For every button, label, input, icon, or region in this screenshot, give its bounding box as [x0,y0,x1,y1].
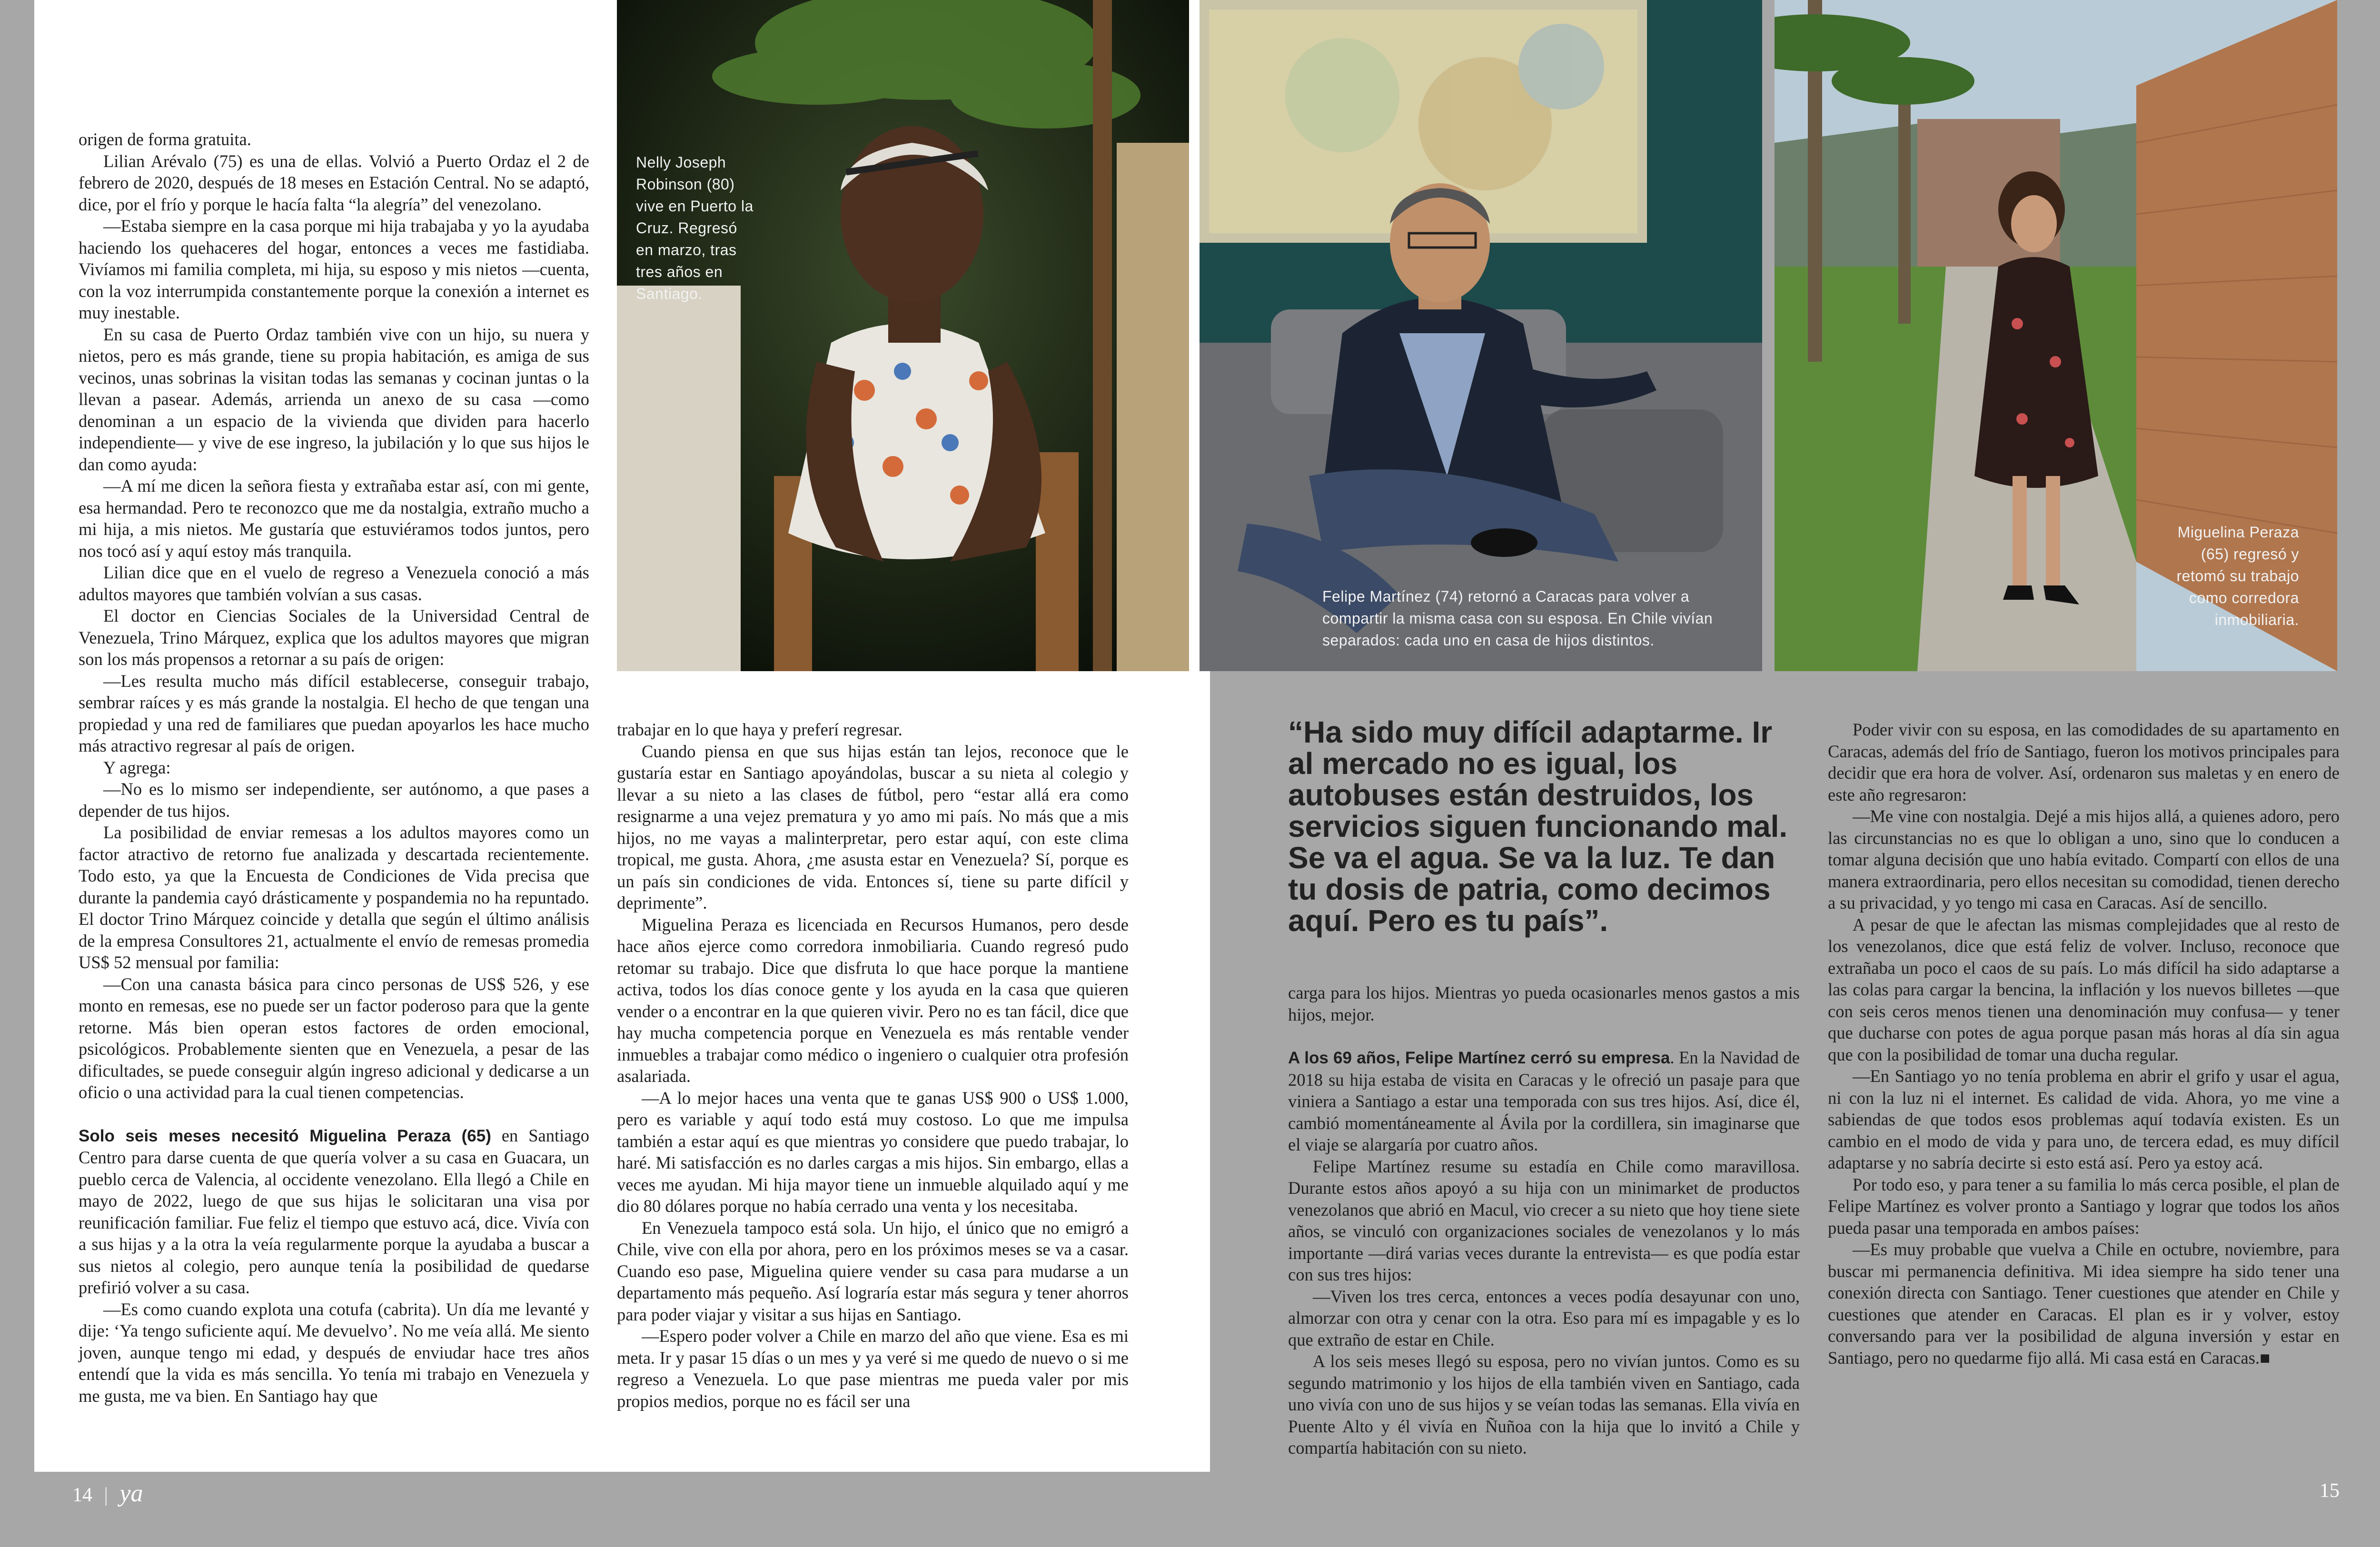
paragraph-text: en Santiago Centro para darse cuenta de que quería volver a su casa en Guacara, un pueblo cerca de Valencia, al occidente venezolano. Ella llegó a Chile en mayo de 2022, luego de que sus hijas le solicitaran una visa por reunificación familiar. Fue feliz el tiempo que estuvo acá, dice. Vivía con a sus hijas y a la otra la veía regularmente porque la ayudaba a buscar a sus nietos al colegio, pero aunque tenía la posibilidad de quedarse prefirió volver a su casa. [79,1125,589,1297]
paragraph: —Estaba siempre en la casa porque mi hija trabajaba y yo la ayudaba haciendo los quehaceres del hogar, entonces a veces me fastidiaba. Vivíamos mi familia completa, mi hija, su esposo y mis nietos —cuenta, con la voz interrumpida constantemente porque la conexión a internet es muy inestable. [79,216,589,322]
paragraph: —No es lo mismo ser independiente, ser autónomo, a que pases a depender de tus hijos. [79,779,589,821]
paragraph: —Viven los tres cerca, entonces a veces podía desayunar con uno, almorzar con otra y cenar con la otra. Eso para mí es impagable y es lo que extraño de estar en Chile. [1288,1286,1800,1349]
section-lead-miguelina: Solo seis meses necesitó Miguelina Peraza (65) [79,1126,491,1145]
section-paragraph-miguelina [79,1125,589,1299]
paragraph: —Es como cuando explota una cotufa (cabrita). Un día me levanté y dije: ‘Ya tengo suficiente aquí. Me devuelvo’. No me veía allá. Me siento joven, aunque tengo mi edad, y después de enviudar hace tres años entendí que la vida es más sencilla. Yo tenía mi trabajo en Venezuela y me gusta, me va bien. En Santiago hay que [79,1299,589,1406]
paragraph: —Me vine con nostalgia. Dejé a mis hijos allá, a quienes adoro, pero las circunstancias no es que lo obligan a uno, sino que lo conducen a tomar alguna decisión que uno había evitado. Compartí con ellos de una manera extraordinaria, pero ellos necesitan su comodidad, tienen derecho a su privacidad, y yo tengo mi casa en Caracas. Así de sencillo. [1828,806,2340,912]
paragraph: En Venezuela tampoco está sola. Un hijo, el único que no emigró a Chile, vive con ella por ahora, pero en los próximos meses se va a casar. Cuando eso pase, Miguelina quiere vender su casa para mudarse a un departamento más pequeño. Así lograría estar más segura y tener ahorros para poder viajar y visitar a sus hijas en Santiago. [617,1218,1129,1324]
page-number-right: 15 [2320,1480,2340,1502]
photo-felipe-martinez [1200,0,1762,671]
paragraph: En su casa de Puerto Ordaz también vive con un hijo, su nuera y nietos, pero es más grande, tiene su propia habitación, es amiga de sus vecinos, unas sobrinas la visitan todas las semanas y cocinan juntas o la llevan a pasear. Además, arrienda un anexo de su casa —como denominan a un espacio de la vivienda que dividen para hacerlo independiente— y vive de ese ingreso, la jubilación y lo que sus hijos le dan como ayuda: [79,324,589,474]
paragraph: —Les resulta mucho más difícil establecerse, conseguir trabajo, sembrar raíces y es más grande la nostalgia. El hecho de que tengan una propiedad y una red de familiares que puedan apoyarlos les hace mucho más atractivo regresar al país de origen. [79,671,589,755]
section-paragraph-felipe [1288,1047,1800,1156]
paragraph: Miguelina Peraza es licenciada en Recursos Humanos, pero desde hace años ejerce como corredora inmobiliaria. Cuando regresó pudo retomar su trabajo. Dice que disfruta lo que hace porque la mantiene activa, todos los días conoce gente y los ayuda en la casa que quieren vender o a encontrar en la que quieren vivir. Pero no es tan fácil, dice que hay mucha competencia porque en Venezuela es más rentable vender inmuebles a trabajar como médico o ingeniero o cualquier otra profesión asalariada. [617,914,1129,1086]
caption-nelly: Nelly Joseph Robinson (80) vive en Puerto la Cruz. Regresó en marzo, tras tres años en Santiago. [636,154,754,302]
paragraph: —Con una canasta básica para cinco personas de US$ 526, y ese monto en remesas, ese no puede ser un factor poderoso para que la gente retorne. Más bien operan estos factores de orden emocional, psicológicos. Probablemente sienten que en Venezuela, a pesar de las dificultades, se puede conseguir algún ingreso adicional y dedicarse a un oficio o una actividad para la cual tienen competencias. [79,974,589,1102]
paragraph: —Espero poder volver a Chile en marzo del año que viene. Esa es mi meta. Ir y pasar 15 días o un mes y ya veré si me quedo de nuevo o si me regreso a Venezuela. Lo que pase mientras me pueda valer por mis propios medios, porque no es fácil ser una [617,1326,1129,1411]
photo-nelly-image [617,0,1189,671]
photo-miguelina-peraza [1775,0,2337,671]
paragraph: origen de forma gratuita. [79,129,251,149]
section-lead-felipe: A los 69 años, Felipe Martínez cerró su empresa [1288,1049,1670,1067]
paragraph: Cuando piensa en que sus hijas están tan lejos, reconoce que le gustaría estar en Santiago apoyándolas, buscar a su nieta al colegio y llevar a su nieto a las clases de fútbol, pero “estar allá era como resignarme a una vejez prematura y yo amo mi país. No más que a mis hijos, no me vayas a malinterpretar, pero estar aquí, con este clima tropical, me gusta. Ahora, ¿me asusta estar en Venezuela? Sí, porque es un país sin condiciones de vida. Entonces sí, tiene su parte difícil y deprimente”. [617,741,1129,912]
paragraph: A pesar de que le afectan las mismas complejidades que al resto de los venezolanos, dice que está feliz de volver. Incluso, reconoce que extrañaba un poco el caos de su país. Lo más difícil ha sido adaptarse a las colas para cargar la bencina, la inflación y los nuevos billetes —que con seis ceros menos tienen una denominación muy confusa— y tener que ducharse con potes de agua porque pasan más horas al día sin agua que con la posibilidad de tomar una ducha regular. [1828,914,2340,1064]
page-number-left: 14 | ya [72,1480,143,1507]
paragraph: La posibilidad de enviar remesas a los adultos mayores como un factor atractivo de retorno fue analizada y descartada recientemente. Todo esto, ya que la Encuesta de Condiciones de Vida precisa que durante la pandemia cayó drásticamente y pospandemia no ha repuntado. El doctor Trino Márquez coincide y detalla que según el último análisis de la empresa Consultores 21, actualmente el envío de remesas promedia US$ 52 mensual por familia: [79,823,589,972]
right-page-column-4 [1828,719,2340,1368]
paragraph: Lilian Arévalo (75) es una de ellas. Volvió a Puerto Ordaz el 2 de febrero de 2020, después de 18 meses en Estación Central. No se adaptó, dice, por el frío y porque le hacía falta “la alegría” del venezolano. [79,151,589,214]
magazine-logo: ya [119,1480,143,1507]
paragraph: —Es muy probable que vuelva a Chile en octubre, noviembre, para buscar mi permanencia definitiva. Mi idea siempre ha sido tener una conexión directa con Santiago. Tener cuestiones que atender en Chile y cuestiones que atender en Caracas. El plan es ir y volver, estoy conversando para ver la posibilidad de alguna inversión y estar en Santiago, pero no quedarme fijo allá. Mi casa está en Caracas.■ [1828,1240,2340,1368]
photo-nelly-joseph-robinson [617,0,1189,671]
paragraph: Lilian dice que en el vuelo de regreso a Venezuela conoció a más adultos mayores que también volvían a sus casas. [79,563,589,604]
pull-quote: “Ha sido muy difícil adaptarme. Ir al mercado no es igual, los autobuses están destruidos, los servicios siguen funcionando mal. Se va el agua. Se va la luz. Te dan tu dosis de patria, como decimos aquí. Pero es tu país”. [1288,715,1788,938]
caption-miguelina: Miguelina Peraza (65) regresó y retomó su trabajo como corredora inmobiliaria. [2176,524,2299,628]
paragraph: carga para los hijos. Mientras yo pueda ocasionarles menos gastos a mis hijos, mejor. [1288,983,1800,1024]
paragraph-text: . En la Navidad de 2018 su hija estaba de visita en Caracas y le ofreció un pasaje para que viniera a Santiago a estar una temporada con sus tres hijos. Así, dice él, cambió momentáneamente al Ávila por la cordillera, sin imaginarse que el viaje se alargaría por cuatro años. [1288,1048,1800,1154]
paragraph: A los seis meses llegó su esposa, pero no vivían juntos. Como es su segundo matrimonio y los hijos de ella también viven en Santiago, cada uno vivía con uno de sus hijos y se veían todas las semanas. Ella vivía en Puente Alto y él vivía en Ñuñoa con la hija que lo invitó a Chile y compartía habitación con su nieto. [1288,1351,1800,1458]
paragraph: Por todo eso, y para tener a su familia lo más cerca posible, el plan de Felipe Martínez es volver pronto a Santiago y lograr que todos los años pueda pasar una temporada en ambos países: [1828,1174,2340,1238]
left-page-column-1 [79,129,589,1407]
left-page-column-2 [617,719,1129,1412]
paragraph: Felipe Martínez resume su estadía en Chile como maravillosa. Durante estos años apoyó a su hija con un minimarket de productos venezolanos que abrió en Macul, vio crecer a su nieto que hoy tiene siete años, se vinculó con organizaciones sociales de venezolanos y lo más importante —dirá varias veces durante la entrevista— es que podía estar con sus tres hijos: [1288,1156,1800,1284]
photo-felipe-image [1200,0,1762,671]
paragraph: Y agrega: [103,757,171,777]
page-number: 14 [72,1484,92,1506]
paragraph: —En Santiago yo no tenía problema en abrir el grifo y usar el agua, ni con la luz ni el internet. Es calidad de vida. Ahora, yo me vine a sabiendas de que todos esos problemas aquí todavía existen. Es un cambio en el modo de vida y para uno, de tercera edad, es muy difícil adaptarse y no sabría decirte si esto está así. Pero ya estoy acá. [1828,1066,2340,1172]
paragraph: —A mí me dicen la señora fiesta y extrañaba estar así, con mi gente, esa hermandad. Pero te reconozco que me da nostalgia, extraño mucho a mi hija, a mis nietos. Me gustaría que estuviéramos todos juntos, pero nos tocó así y aquí estoy más tranquila. [79,476,589,561]
paragraph: Poder vivir con su esposa, en las comodidades de su apartamento en Caracas, además del frío de Santiago, fueron los motivos principales para decidir que era hora de volver. Así, ordenaron sus maletas y en enero de este año regresaron: [1828,720,2340,804]
paragraph: El doctor en Ciencias Sociales de la Universidad Central de Venezuela, Trino Márquez, explica que los adultos mayores que migran son los más propensos a retornar a su país de origen: [79,606,589,669]
right-page-column-3 [1288,982,1800,1459]
paragraph: trabajar en lo que haya y preferí regresar. [617,720,902,739]
paragraph: —A lo mejor haces una venta que te ganas US$ 900 o US$ 1.000, pero es variable y aquí todo está muy costoso. Lo que me impulsa también a estar aquí es que mientras yo considere que puedo trabajar, lo haré. Mi satisfacción es no darles cargas a mis hijos. Sin embargo, ellas a veces me ayudan. Mi hija mayor tiene un inmueble alquilado aquí y me dio 80 dólares porque no había cerrado una venta y los necesitaba. [617,1088,1129,1216]
caption-felipe: Felipe Martínez (74) retornó a Caracas para volver a compartir la misma casa con su esposa. En Chile vivían separados: cada uno en casa de hijos distintos. [1322,588,1713,649]
